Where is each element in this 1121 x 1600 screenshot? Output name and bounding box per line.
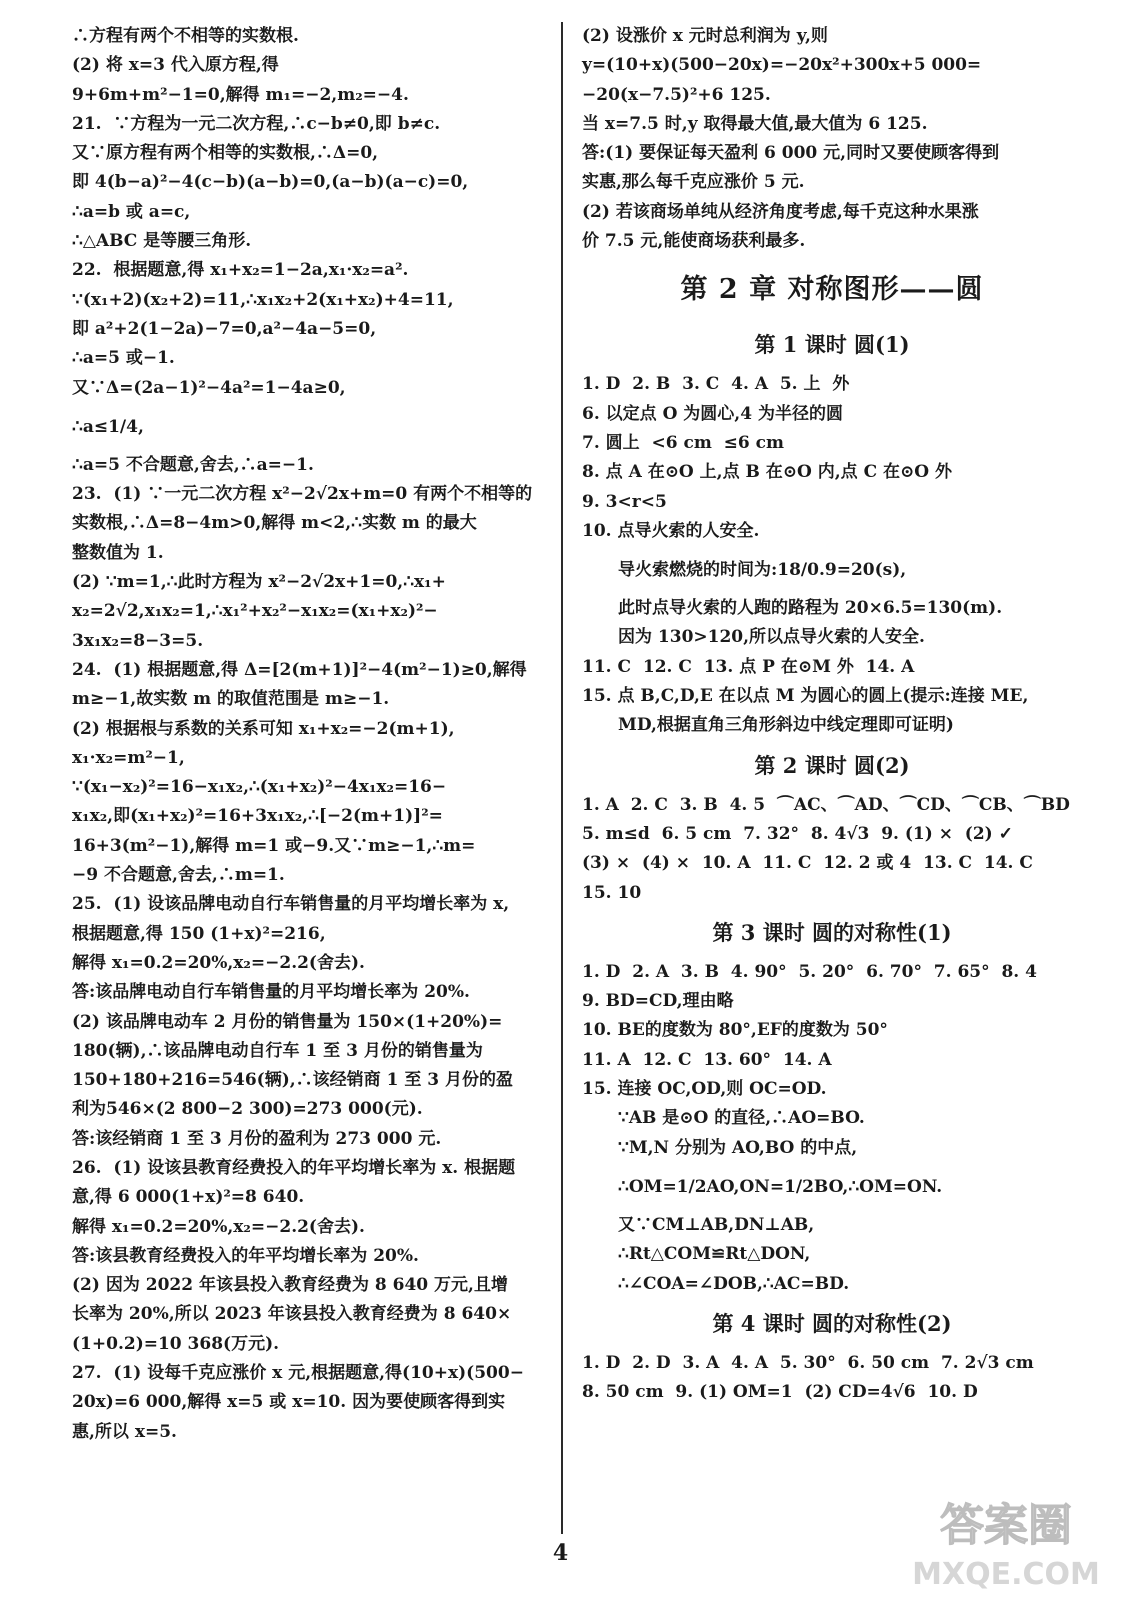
column-divider xyxy=(561,22,563,1534)
text-line: 15. 连接 OC,OD,则 OC=OD. xyxy=(582,1079,827,1100)
text-line: 答:该经销商 1 至 3 月份的盈利为 273 000 元. xyxy=(72,1128,442,1149)
text-line: 导火索燃烧的时间为:18/0.9=20(s), xyxy=(618,560,907,581)
watermark-top-text: 答案圈 xyxy=(940,1500,1072,1551)
text-line: (1+0.2)=10 368(万元). xyxy=(72,1333,280,1354)
text-line: 此时点导火索的人跑的路程为 20×6.5=130(m). xyxy=(618,598,1003,619)
text-line: 7. 圆上 <6 cm ≤6 cm xyxy=(582,432,784,453)
lesson-section xyxy=(582,741,1082,908)
text-line: 8. 50 cm 9. (1) OM=1 (2) CD=4√6 10. D xyxy=(582,1382,978,1403)
text-line: 又∵CM⊥AB,DN⊥AB, xyxy=(618,1214,815,1235)
text-line: 解得 x₁=0.2=20%,x₂=−2.2(舍去). xyxy=(72,952,365,973)
text-line: −9 不合题意,舍去,∴m=1. xyxy=(72,865,285,886)
text-line: ∵M,N 分别为 AO,BO 的中点, xyxy=(618,1137,858,1158)
text-line: 答:(1) 要保证每天盈利 6 000 元,同时又要使顾客得到 xyxy=(582,143,1000,164)
text-line: 价 7.5 元,能使商场获利最多. xyxy=(582,231,806,252)
text-line: 11. C 12. C 13. 点 P 在⊙M 外 14. A xyxy=(582,656,915,677)
text-line: ∴∠COA=∠DOB,∴AC=BD. xyxy=(618,1273,850,1294)
right-column xyxy=(582,22,1082,1407)
text-line: 22. 根据题意,得 x₁+x₂=1−2a,x₁·x₂=a². xyxy=(72,260,409,281)
section-title: 第 1 课时 圆(1) xyxy=(754,332,910,358)
text-line: (2) 若该商场单纯从经济角度考虑,每千克这种水果涨 xyxy=(582,201,979,222)
text-line: 24. (1) 根据题意,得 Δ=[2(m+1)]²−4(m²−1)≥0,解得 xyxy=(72,659,527,680)
lesson-section xyxy=(582,320,1082,740)
text-line: ∴a=5 或−1. xyxy=(72,348,175,369)
lesson-section xyxy=(582,1299,1082,1408)
text-line: 8. 点 A 在⊙O 上,点 B 在⊙O 内,点 C 在⊙O 外 xyxy=(582,462,953,483)
page-number: 4 xyxy=(552,1540,569,1566)
watermark-bottom-text: MXQE.COM xyxy=(912,1557,1100,1592)
text-line: 意,得 6 000(1+x)²=8 640. xyxy=(72,1187,305,1208)
text-line: 10. 点导火索的人安全. xyxy=(582,520,760,541)
text-line: 15. 10 xyxy=(582,882,642,903)
text-line: 27. (1) 设每千克应涨价 x 元,根据题意,得(10+x)(500− xyxy=(72,1363,524,1384)
text-line: 1. A 2. C 3. B 4. 5 ⌒AC、⌒AD、⌒CD、⌒CB、⌒BD xyxy=(582,794,1070,815)
text-line: y=(10+x)(500−20x)=−20x²+300x+5 000= xyxy=(582,55,982,76)
text-line: 150+180+216=546(辆),∴该经销商 1 至 3 月份的盈 xyxy=(72,1070,514,1091)
text-line: 5. m≤d 6. 5 cm 7. 32° 8. 4√3 9. (1) × (2) ✓ xyxy=(582,823,1013,844)
text-line: 16+3(m²−1),解得 m=1 或−9.又∵m≥−1,∴m= xyxy=(72,835,476,856)
text-line: ∴a=b 或 a=c, xyxy=(72,201,191,222)
text-line: (3) × (4) × 10. A 11. C 12. 2 或 4 13. C 14. C xyxy=(582,853,1033,874)
text-line: 1. D 2. B 3. C 4. A 5. 上 外 xyxy=(582,374,850,395)
text-line: 21. ∵方程为一元二次方程,∴c−b≠0,即 b≠c. xyxy=(72,113,441,134)
text-line: (2) 根据根与系数的关系可知 x₁+x₂=−2(m+1), xyxy=(72,718,455,739)
left-column xyxy=(72,22,550,1447)
text-line: 9. 3<r<5 xyxy=(582,491,667,512)
text-line: 9. BD=CD,理由略 xyxy=(582,991,734,1012)
text-line: ∴Rt△COM≌Rt△DON, xyxy=(618,1244,811,1265)
text-line: 11. A 12. C 13. 60° 14. A xyxy=(582,1049,832,1070)
text-line: 1. D 2. A 3. B 4. 90° 5. 20° 6. 70° 7. 65° 8. 4 xyxy=(582,961,1037,982)
text-line: 惠,所以 x=5. xyxy=(72,1421,177,1442)
text-line: 实惠,那么每千克应涨价 5 元. xyxy=(582,172,805,193)
text-line: (2) 因为 2022 年该县投入教育经费为 8 640 万元,且增 xyxy=(72,1275,508,1296)
text-line: 答:该县教育经费投入的年平均增长率为 20%. xyxy=(72,1245,419,1266)
text-line: (2) 将 x=3 代入原方程,得 xyxy=(72,55,279,76)
text-line: 3x₁x₂=8−3=5. xyxy=(72,630,204,651)
lesson-section xyxy=(582,908,1082,1299)
text-line: m≥−1,故实数 m 的取值范围是 m≥−1. xyxy=(72,689,390,710)
text-line: (2) ∵m=1,∴此时方程为 x²−2√2x+1=0,∴x₁+ xyxy=(72,572,446,593)
text-line: 又∵原方程有两个相等的实数根,∴Δ=0, xyxy=(72,143,379,164)
text-line: 即 4(b−a)²−4(c−b)(a−b)=0,(a−b)(a−c)=0, xyxy=(72,172,469,193)
text-line: 26. (1) 设该县教育经费投入的年平均增长率为 x. 根据题 xyxy=(72,1157,516,1178)
text-line: 180(辆),∴该品牌电动自行车 1 至 3 月份的销售量为 xyxy=(72,1040,483,1061)
text-line: 即 a²+2(1−2a)−7=0,a²−4a−5=0, xyxy=(72,318,377,339)
sections-container xyxy=(582,320,1082,1407)
text-line: 实数根,∴Δ=8−4m>0,解得 m<2,∴实数 m 的最大 xyxy=(72,513,477,534)
section-title: 第 4 课时 圆的对称性(2) xyxy=(712,1310,952,1336)
text-line: 23. (1) ∵一元二次方程 x²−2√2x+m=0 有两个不相等的 xyxy=(72,484,533,505)
text-line: 又∵Δ=(2a−1)²−4a²=1−4a≥0, xyxy=(72,377,346,398)
text-line: 10. BE的度数为 80°,EF的度数为 50° xyxy=(582,1020,888,1041)
text-line: 整数值为 1. xyxy=(72,542,164,563)
text-line: ∴OM=1/2AO,ON=1/2BO,∴OM=ON. xyxy=(618,1176,943,1197)
text-line: 当 x=7.5 时,y 取得最大值,最大值为 6 125. xyxy=(582,113,928,134)
text-line: ∴△ABC 是等腰三角形. xyxy=(72,231,252,252)
text-line: ∵(x₁−x₂)²=16−x₁x₂,∴(x₁+x₂)²−4x₁x₂=16− xyxy=(72,777,447,798)
text-line: 25. (1) 设该品牌电动自行车销售量的月平均增长率为 x, xyxy=(72,894,510,915)
text-line: −20(x−7.5)²+6 125. xyxy=(582,84,771,105)
text-line: x₁·x₂=m²−1, xyxy=(72,747,185,768)
text-line: 长率为 20%,所以 2023 年该县投入教育经费为 8 640× xyxy=(72,1304,512,1325)
text-line: 解得 x₁=0.2=20%,x₂=−2.2(舍去). xyxy=(72,1216,365,1237)
text-line: ∴a=5 不合题意,舍去,∴a=−1. xyxy=(72,454,314,475)
section-title: 第 3 课时 圆的对称性(1) xyxy=(712,919,952,945)
text-line: 答:该品牌电动自行车销售量的月平均增长率为 20%. xyxy=(72,982,470,1003)
text-line: 根据题意,得 150 (1+x)²=216, xyxy=(72,923,326,944)
text-line: ∴a≤1/4, xyxy=(72,416,144,437)
text-line: ∵(x₁+2)(x₂+2)=11,∴x₁x₂+2(x₁+x₂)+4=11, xyxy=(72,289,454,310)
text-line: 1. D 2. D 3. A 4. A 5. 30° 6. 50 cm 7. 2√3 cm xyxy=(582,1352,1034,1373)
text-line: 15. 点 B,C,D,E 在以点 M 为圆心的圆上(提示:连接 ME, xyxy=(582,686,1029,707)
text-line: x₂=2√2,x₁x₂=1,∴x₁²+x₂²−x₁x₂=(x₁+x₂)²− xyxy=(72,601,438,622)
section-title: 第 2 课时 圆(2) xyxy=(754,752,910,778)
right-column-continuation xyxy=(582,22,1082,256)
chapter-title: 第 2 章 对称图形——圆 xyxy=(680,274,984,306)
text-line: (2) 该品牌电动车 2 月份的销售量为 150×(1+20%)= xyxy=(72,1011,503,1032)
text-line: 利为546×(2 800−2 300)=273 000(元). xyxy=(72,1099,423,1120)
text-line: ∴方程有两个不相等的实数根. xyxy=(72,26,299,46)
text-line: 因为 130>120,所以点导火索的人安全. xyxy=(618,627,925,648)
text-line: 6. 以定点 O 为圆心,4 为半径的圆 xyxy=(582,403,843,424)
text-line: 9+6m+m²−1=0,解得 m₁=−2,m₂=−4. xyxy=(72,84,409,105)
text-line: x₁x₂,即(x₁+x₂)²=16+3x₁x₂,∴[−2(m+1)]²= xyxy=(72,806,443,827)
text-line: 20x)=6 000,解得 x=5 或 x=10. 因为要使顾客得到实 xyxy=(72,1392,506,1413)
text-line: MD,根据直角三角形斜边中线定理即可证明) xyxy=(618,715,954,736)
text-line: (2) 设涨价 x 元时总利润为 y,则 xyxy=(582,26,828,46)
watermark-logo xyxy=(906,1488,1106,1592)
text-line: ∵AB 是⊙O 的直径,∴AO=BO. xyxy=(618,1108,865,1129)
